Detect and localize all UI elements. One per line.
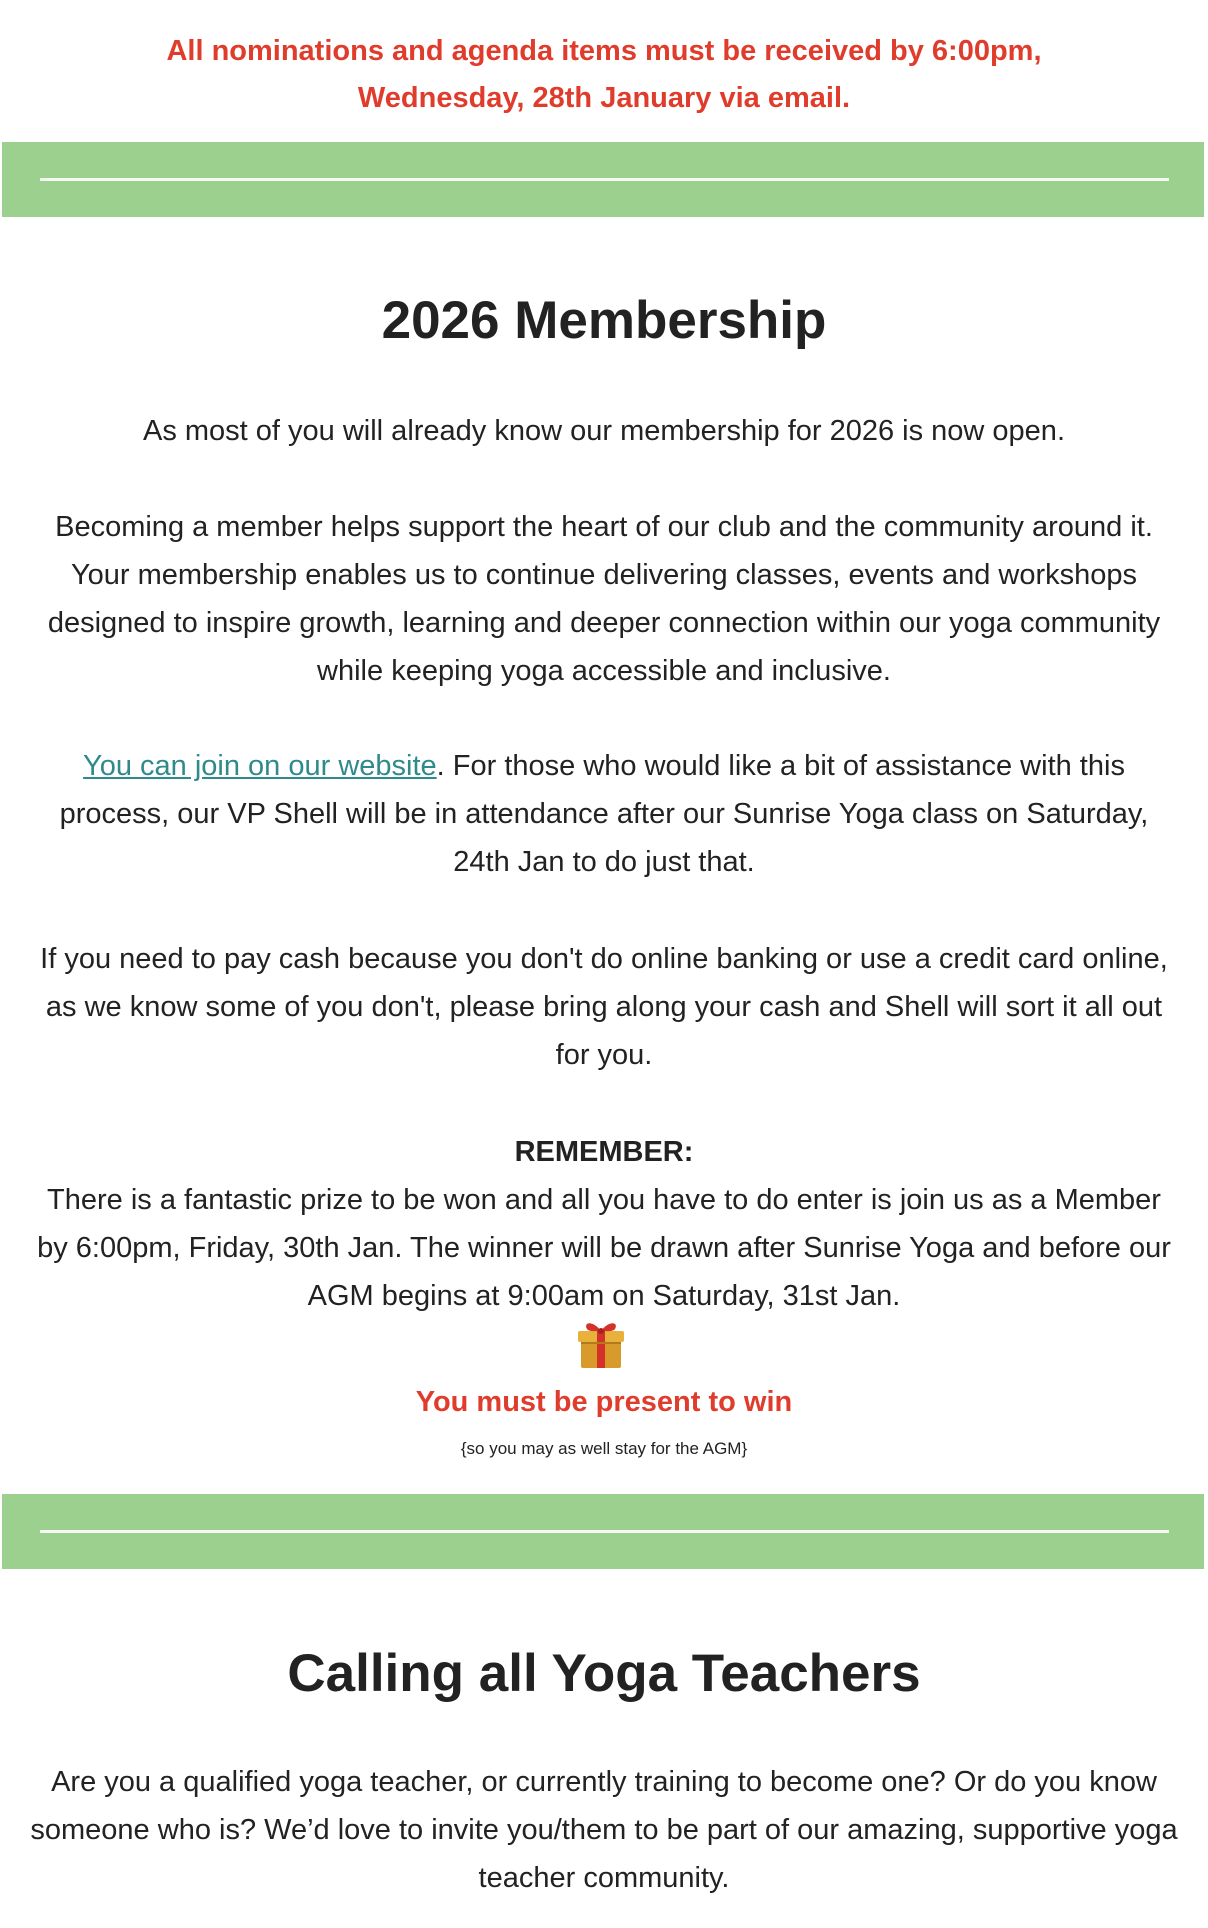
membership-title: 2026 Membership [381,291,827,350]
section-divider [2,142,1204,217]
agm-aside: {so you may as well stay for the AGM} [460,1439,748,1458]
remember-body: There is a fantastic prize to be won and all you have to do enter is join us as a Member by 6:00pm, Friday, 30th Jan. The winner will be drawn after Sunrise Yoga and before our AGM begins at 9:00am on Saturday, 31st Jan. [37,1184,1171,1312]
section-divider [2,1494,1204,1569]
notice-line-2: Wednesday, 28th January via email. [357,82,851,114]
yoga-teachers-paragraph: Are you a qualified yoga teacher, or currently training to become one? Or do you know someone who is? We’d love to invite you/them to be part of our amazing, supportive yoga teacher community. [30,1766,1178,1894]
notice-line-1: All nominations and agenda items must be received by 6:00pm, [166,35,1042,67]
remember-block [30,1128,1178,1320]
remember-heading: REMEMBER: [514,1136,694,1168]
membership-join-paragraph [30,742,1178,886]
nomination-deadline-notice [20,28,1188,122]
membership-cash-paragraph: If you need to pay cash because you don't do online banking or use a credit card online, as we know some of you don't, please bring along your cash and Shell will sort it all out for you. [40,943,1168,1071]
yoga-teachers-title: Calling all Yoga Teachers [287,1644,921,1703]
join-website-link[interactable]: You can join on our website [83,750,437,782]
divider-rule [40,1530,1169,1533]
membership-intro: As most of you will already know our membership for 2026 is now open. [143,415,1065,447]
gift-icon [573,1316,629,1372]
join-paragraph-text: . For those who would like a bit of assistance with this process, our VP Shell will be in attendance after our Sunrise Yoga class on Saturday, 24th Jan to do just that. [59,750,1149,878]
divider-rule [40,178,1169,181]
present-to-win-notice: You must be present to win [415,1386,793,1418]
membership-support-paragraph: Becoming a member helps support the heart of our club and the community around it. Your membership enables us to continue delivering classes, events and workshops designed to inspire growth, learning and deeper connection within our yoga community while keeping yoga accessible and inclusive. [47,511,1161,687]
